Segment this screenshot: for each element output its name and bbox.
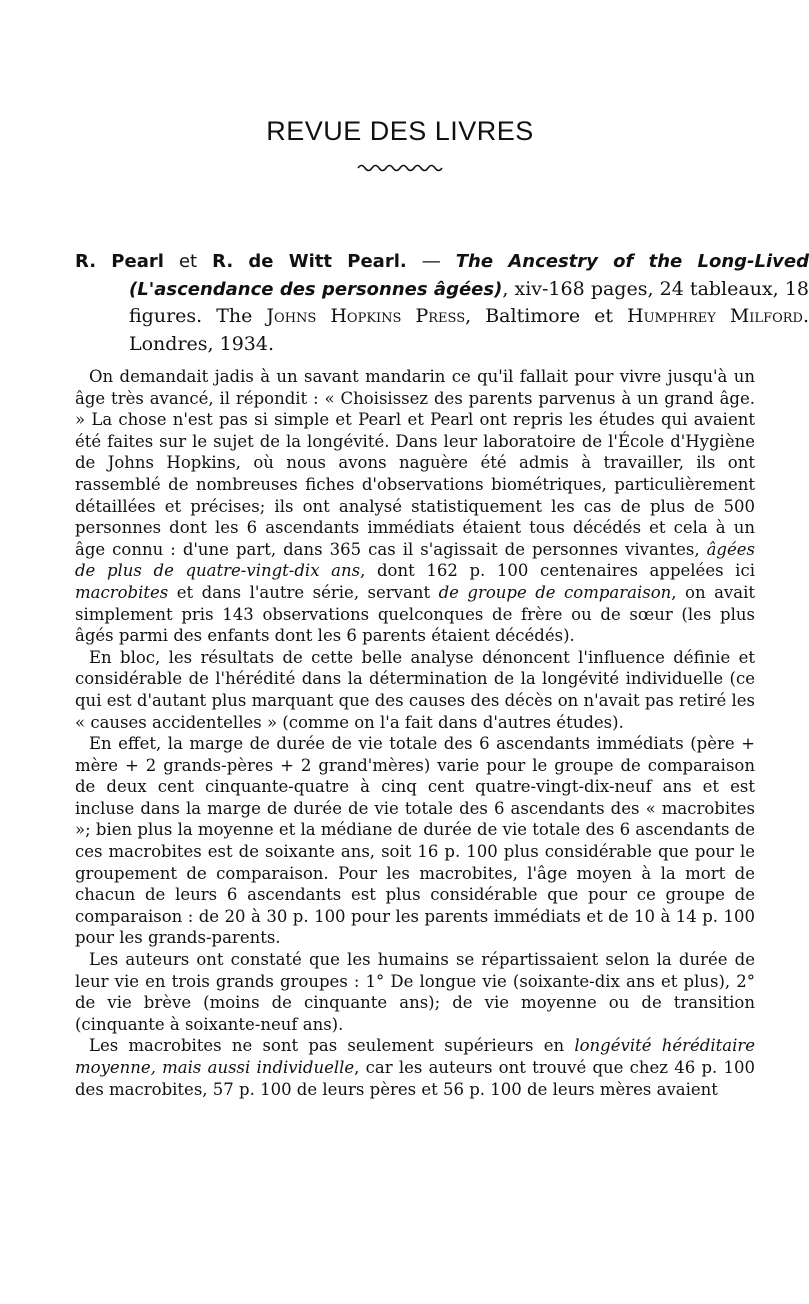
emphasized-text: longévité héréditaire moyenne, mais aussi individuelle — [75, 1036, 755, 1077]
publisher-name: Johns Hopkins Press — [266, 305, 466, 327]
citation-dash: — — [406, 250, 456, 272]
paragraph-text: , dont 162 p. 100 centenaires appelées ici — [360, 561, 755, 581]
title-ornament — [0, 158, 800, 172]
author-conjunction: et — [178, 251, 198, 272]
publication-place-date: . Londres, 1934. — [129, 305, 809, 355]
review-paragraph — [75, 733, 755, 949]
section-title: REVUE DES LIVRES — [266, 116, 534, 146]
emphasized-text: âgées de plus de quatre-vingt-dix ans — [75, 539, 755, 581]
book-title-translation: (L'ascendance des personnes âgées) — [129, 278, 503, 300]
review-paragraph — [75, 1035, 755, 1100]
paragraph-text: Les macrobites ne sont pas seulement supérieurs en — [89, 1036, 575, 1056]
publisher-name-2: Humphrey Milford — [627, 305, 803, 327]
book-citation — [75, 248, 809, 358]
paragraph-text: On demandait jadis à un savant mandarin ce qu'il fallait pour vivre jusqu'à un âge très avancé, il répondit : « Choisissez des parents parvenus à un grand âge. » La chose n'est pas si simple et Pearl et Pearl ont repris les études qui avaient été faites sur le sujet de la longévité. Dans leur laboratoire de l'École d'Hygiène de Johns Hopkins, où nous avons naguère été admis à travailler, ils ont rassemblé de nombreuses fiches d'observations biométriques, particulièrement détaillées et précises; ils ont analysé statistiquement les cas de plus de 500 personnes dont les 6 ascendants immédiats étaient tous décédés et cela à un âge connu : d'une part, dans 365 cas il s'agissait de personnes vivantes, — [75, 367, 755, 559]
emphasized-text: macrobites — [75, 582, 169, 602]
review-body — [75, 366, 755, 1100]
paragraph-text: En effet, la marge de durée de vie totale des 6 ascendants immédiats (père + mère + 2 grands-pères + 2 grand'mères) varie pour le groupe de comparaison de deux cent cinquante-quatre à cinq cent quatre-vingt-dix-neuf ans et est incluse dans la marge de durée de vie totale des 6 ascendants des « macrobites »; bien plus la moyenne et la médiane de durée de vie totale des 6 ascendants de ces macrobites est de soixante ans, soit 16 p. 100 plus considérable que pour le groupement de comparaison. Pour les macrobites, l'âge moyen à la mort de chacun de leurs 6 ascendants est plus considérable que pour ce groupe de comparaison : de 20 à 30 p. 100 pour les parents immédiats et de 10 à 14 p. 100 pour les grands-parents. — [75, 734, 755, 948]
book-title: The Ancestry of the Long-Lived — [455, 251, 809, 272]
wavy-rule-icon — [358, 163, 442, 173]
paragraph-text: En bloc, les résultats de cette belle analyse dénoncent l'influence définie et considérable de l'hérédité dans la détermination de la longévité individuelle (ce qui est d'autant plus marquant que des causes des décès on n'avait pas retiré les « causes accidentelles » (comme on l'a fait dans d'autres études). — [75, 647, 755, 732]
author-name: R. Pearl — [75, 251, 164, 272]
publisher-place: , Baltimore et — [465, 305, 628, 327]
author-name-2: R. de Witt Pearl. — [212, 251, 407, 272]
paragraph-text: Les auteurs ont constaté que les humains se répartissaient selon la durée de leur vie en trois grands groupes : 1° De longue vie (soixante-dix ans et plus), 2° de vie brève (moins de cinquante ans); de vie moyenne ou de transition (cinquante à soixante-neuf ans). — [75, 950, 755, 1034]
review-paragraph — [75, 949, 755, 1035]
emphasized-text: de groupe de comparaison — [438, 582, 672, 602]
review-paragraph — [75, 647, 755, 733]
review-paragraph — [75, 366, 755, 647]
paragraph-text: et dans l'autre série, servant — [168, 582, 439, 602]
paragraph-text: , car les auteurs ont trouvé que chez 46 p. 100 des macrobites, 57 p. 100 de leurs pères et 56 p. 100 de leurs mères avaient — [75, 1058, 755, 1099]
book-details: , xiv-168 pages, 24 tableaux, 18 figures. The — [129, 277, 809, 327]
paragraph-text: , on avait simplement pris 143 observations quelconques de frère ou de sœur (les plus âgés parmi des enfants dont les 6 parents étaient décédés). — [75, 582, 755, 646]
